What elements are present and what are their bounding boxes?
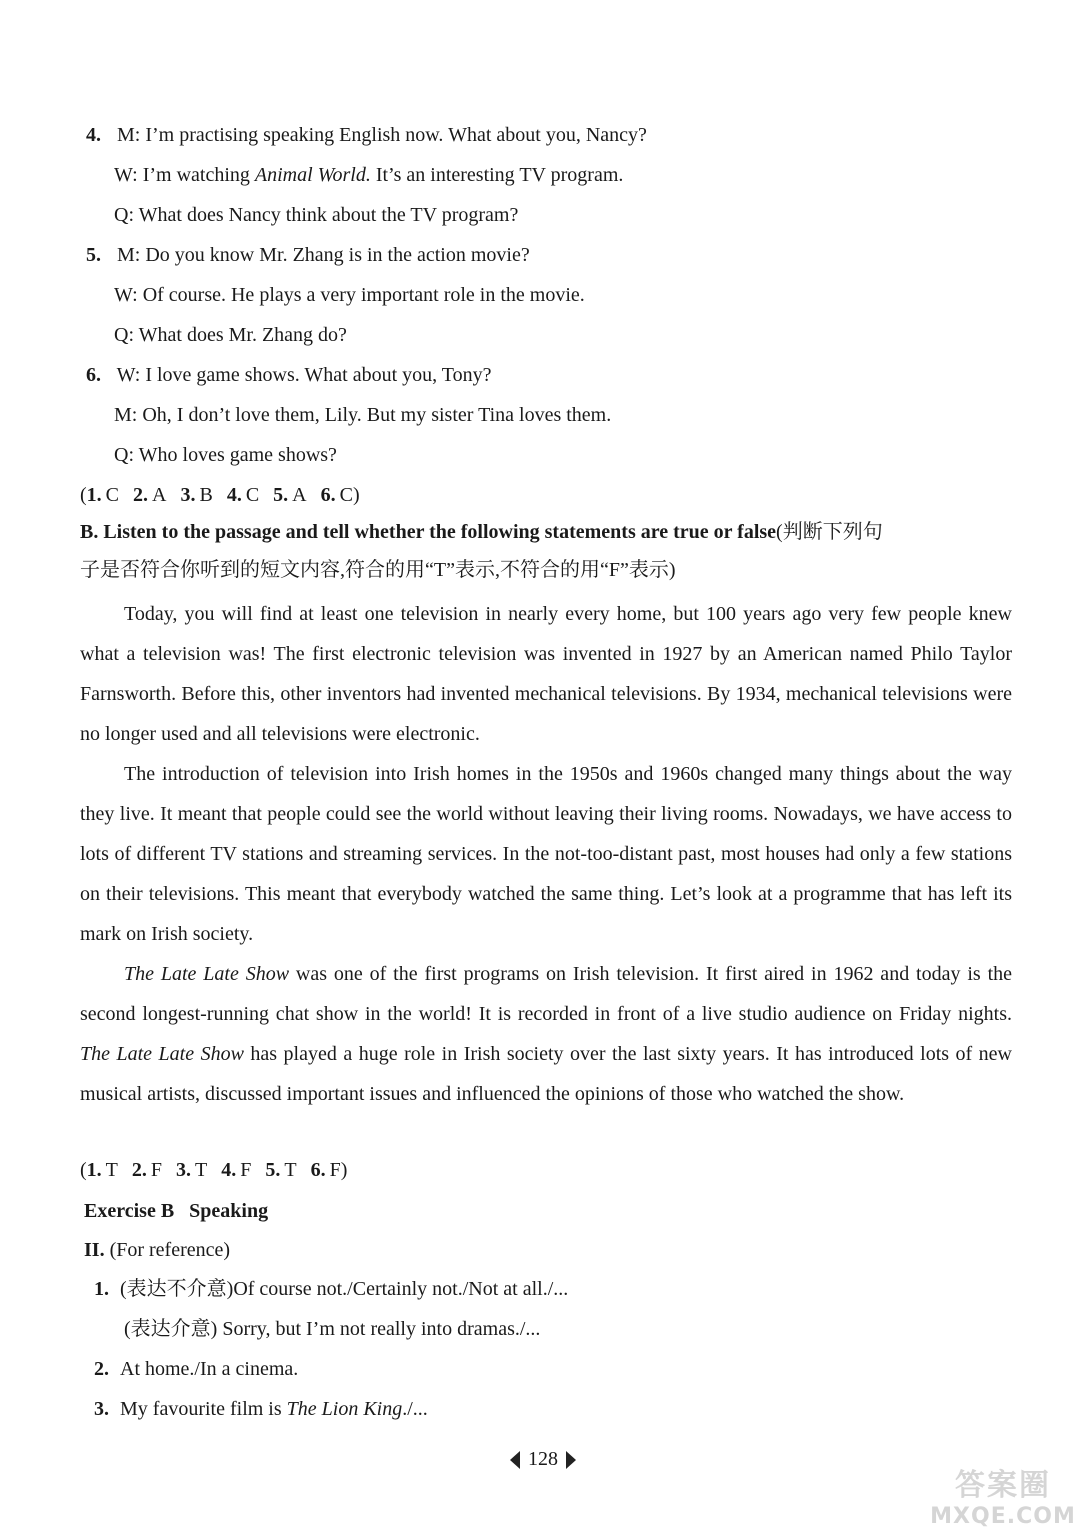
triangle-right-icon <box>566 1451 576 1469</box>
part-b-heading-cn-1: (判断下列句 <box>776 521 883 543</box>
item-1-a: 1. (表达不介意)Of course not./Certainly not./Not at all./... <box>94 1278 569 1300</box>
page-number: 128 <box>0 1448 1086 1471</box>
q6-number: 6. <box>86 364 101 386</box>
item-1-b: (表达介意) Sorry, but I’m not really into dramas./... <box>124 1318 541 1340</box>
section-ii: II. (For reference) <box>84 1239 231 1261</box>
triangle-left-icon <box>510 1451 520 1469</box>
item-3: 3. My favourite film is The Lion King./... <box>94 1398 428 1420</box>
q4-w-pre: W: I’m watching <box>114 164 255 186</box>
q4-w-post: It’s an interesting TV program. <box>370 164 624 186</box>
q4-m-text: M: I’m practising speaking English now. What about you, Nancy? <box>117 124 647 146</box>
q4-w <box>114 163 623 187</box>
q6-q: Q: Who loves game shows? <box>114 444 337 466</box>
part-b-heading-cn-2: 子是否符合你听到的短文内容,符合的用“T”表示,不符合的用“F”表示) <box>80 559 676 581</box>
q6-m: M: Oh, I don’t love them, Lily. But my sister Tina loves them. <box>114 404 612 426</box>
exercise-b-heading: Exercise B Speaking <box>84 1200 269 1222</box>
passage-paragraph-3: The Late Late Show was one of the first programs on Irish television. It first aired in 1962 and today is the second longest-running chat show in the world! It is recorded in front of a live studio audience on Friday nights. The Late Late Show has played a huge role in Irish society over the last sixty years. It has introduced lots of new musical artists, discussed important issues and influenced the opinions of those who watched the show. <box>80 963 1013 1105</box>
item-2: 2. At home./In a cinema. <box>94 1358 299 1380</box>
part-b-answers: (1. T 2. F 3. T 4. F 5. T 6. F) <box>80 1159 348 1181</box>
passage-paragraph-1: Today, you will find at least one television in nearly every home, but 100 years ago very few people knew what a television was! The first electronic television was invented in 1927 by an American named Philo Taylor Farnsworth. Before this, other inventors had invented mechanical televisions. By 1934, mechanical televisions were no longer used and all televisions were electronic. <box>80 603 1012 745</box>
q4-m <box>86 123 647 147</box>
watermark-logo: 答案圈 MXQE.COM <box>930 1468 1076 1529</box>
q4-number: 4. <box>86 124 101 146</box>
part-b-heading-bold: B. Listen to the passage and tell whether the following statements are true or false <box>80 521 777 543</box>
q4-q: Q: What does Nancy think about the TV program? <box>114 204 519 226</box>
q5-q: Q: What does Mr. Zhang do? <box>114 324 347 346</box>
part-b-heading <box>80 520 883 544</box>
q6-w <box>86 363 491 387</box>
part-a-answers: (1. C 2. A 3. B 4. C 5. A 6. C) <box>80 484 360 506</box>
q5-m <box>86 243 530 267</box>
q5-m-text: M: Do you know Mr. Zhang is in the action movie? <box>117 244 530 266</box>
passage-paragraph-2: The introduction of television into Irish homes in the 1950s and 1960s changed many things about the way they live. It meant that people could see the world without leaving their living rooms. Nowadays, we have access to lots of different TV stations and streaming services. In the not-too-distant past, most houses had only a few stations on their televisions. This meant that everybody watched the same thing. Let’s look at a programme that has left its mark on Irish society. <box>80 763 1012 945</box>
q4-w-title: Animal World. <box>254 164 371 186</box>
q5-w: W: Of course. He plays a very important role in the movie. <box>114 284 585 306</box>
q5-number: 5. <box>86 244 101 266</box>
q6-w-text: W: I love game shows. What about you, Tony? <box>116 364 492 386</box>
